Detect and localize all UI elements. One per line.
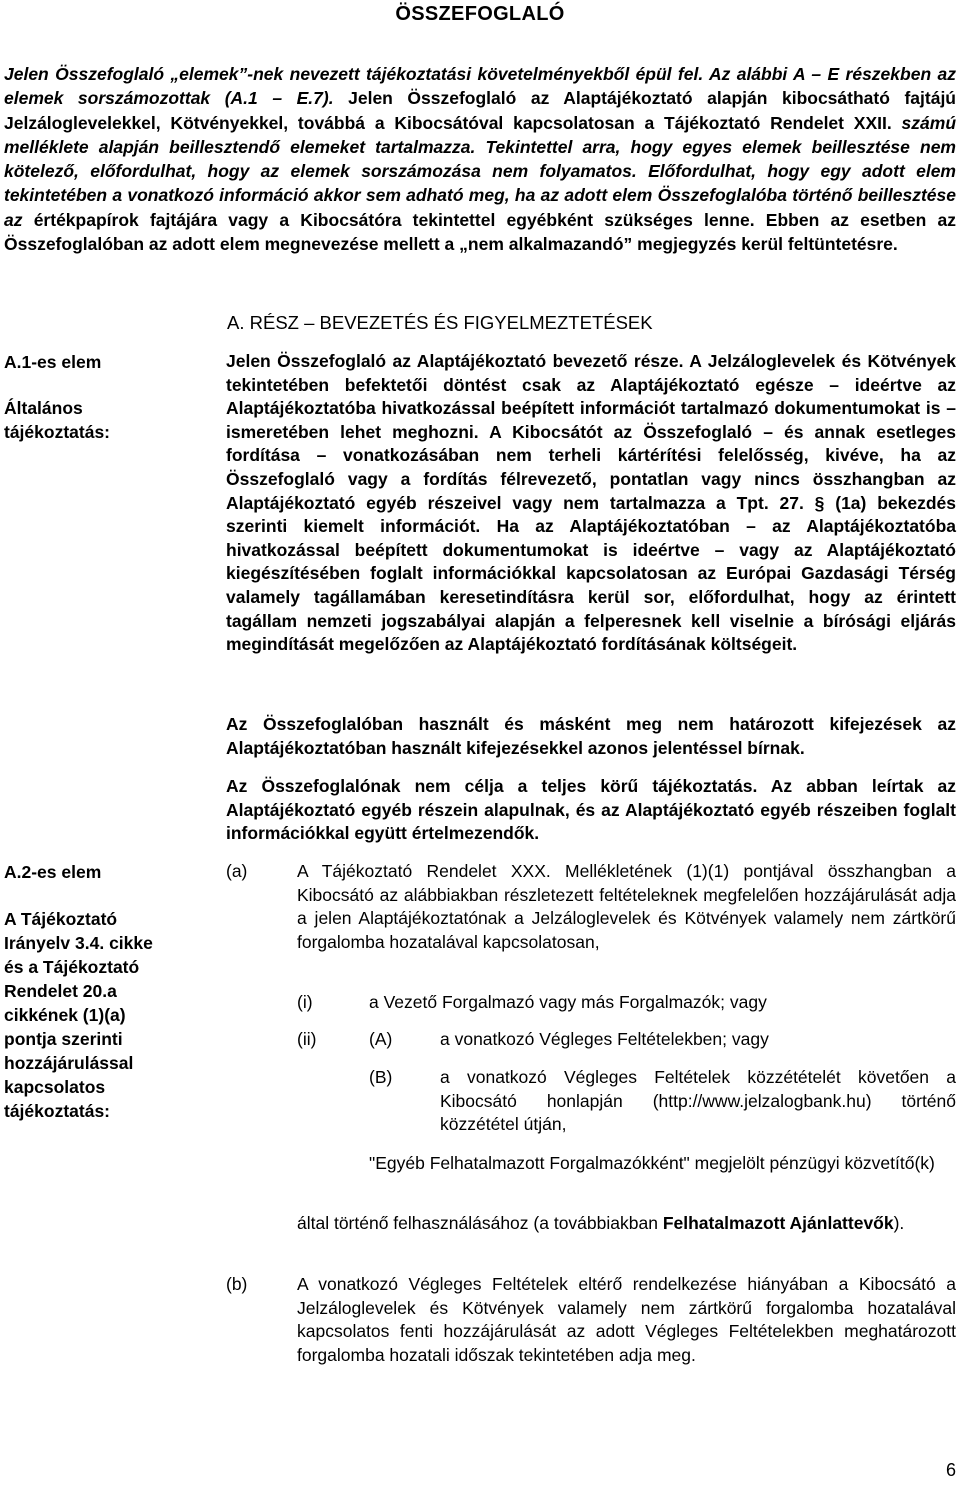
a2-a-text: A Tájékoztató Rendelet XXX. Mellékletének (1)(1) pontjával összhangban a Kibocsátó az alábbiakban részletezett feltételeknek megfelelően hozzájárulását adja a jelen Alaptájékoztatónak a Jelzáloglevelek és Kötvények valamely nem zártkörű forgalomba hozatalával kapcsolatosan, (297, 861, 956, 952)
a2-altal-text (297, 1212, 956, 1236)
a2-i-text: a Vezető Forgalmazó vagy más Forgalmazók; vagy (369, 992, 767, 1012)
intro-text-1: Jelen Összefoglaló az Alaptájékoztató alapján kibocsátható fajtájú Jelzáloglevelekkel, Kötvényekkel, továbbá a Kibocsátóval kapcsolatosan a Tájékoztató Rendelet XXII. (4, 88, 956, 133)
a2-altal-post: ). (893, 1213, 905, 1233)
a2-a-marker: (a) (226, 861, 248, 881)
a2-b-marker: (b) (226, 1274, 248, 1294)
a2-i-marker: (i) (297, 992, 313, 1012)
intro-italic-2: számú melléklete alapján beillesztendő elemeket tartalmazza. Tekintettel arra, hogy egyes elemek beillesztése nem kötelező, előfordulhat, hogy az elemek sorszámozása nem folyamatos. (4, 112, 957, 182)
intro-text-end: értékpapírok fajtájára vagy a Kibocsátóra tekintettel egyébként szükséges lenne. Ebben az esetben az Összefoglalóban az adott elem megnevezése mellett a „nem alkalmazandó” megjegyzés kerül feltüntetésre. (4, 209, 956, 255)
a2-b-text: A vonatkozó Végleges Feltételek eltérő rendelkezése hiányában a Kibocsátó a Jelzáloglevelek és Kötvények valamely nem zártkörű forgalomba hozatalával kapcsolatos fenti hozzájárulását az adott Végleges Feltételekben meghatározott forgalomba hozatali időszak tekintetében adja meg. (297, 1274, 956, 1365)
a1-paragraph-2: Az Összefoglalóban használt és másként meg nem határozott kifejezések az Alaptájékoztatóban használt kifejezésekkel azonos jelentéssel bírnak. (226, 714, 956, 758)
intro-paragraph (4, 62, 956, 256)
intro-italic-1: Jelen Összefoglaló „elemek”-nek nevezett tájékoztatási követelményekből épül fel. Az alábbi A – E részekben az elemek sorszámozottak (A.1 – E.7). (4, 64, 956, 109)
a2-altal-pre: által történő felhasználásához (a továbbiakban (297, 1213, 663, 1233)
a1-paragraph-3: Az Összefoglalónak nem célja a teljes körű tájékoztatás. Az abban leírtak az Alaptájékoztató egyéb részein alapulnak, és az Alaptájékoztató egyéb részeiben foglalt információkkal együtt értelmezendők. (226, 776, 956, 844)
a2-label: A.2-es elem (4, 862, 102, 882)
a1-sublabel: Általános tájékoztatás: (4, 398, 111, 442)
a2-ii-marker: (ii) (297, 1029, 317, 1049)
page-title: ÖSSZEFOGLALÓ (395, 3, 565, 25)
a2-A-text: a vonatkozó Végleges Feltételekben; vagy (440, 1029, 769, 1049)
a2-B-marker: (B) (369, 1067, 393, 1087)
a2-egyeb-text: "Egyéb Felhatalmazott Forgalmazókként" megjelölt pénzügyi közvetítő(k) (369, 1153, 935, 1173)
a2-B-text: a vonatkozó Végleges Feltételek közzétételét követően a Kibocsátó honlapján (http://www.jelzalogbank.hu) történő közzététel útján, (440, 1067, 956, 1135)
intro-italic-3: Előfordulhat, hogy egy adott elem tekintetében a vonatkozó információ akkor sem adható meg, ha az adott elem Összefoglalóba történő beillesztése az (4, 161, 956, 230)
page-number: 6 (945, 1460, 956, 1480)
a1-label: A.1-es elem (4, 352, 102, 372)
a1-paragraph-1: Jelen Összefoglaló az Alaptájékoztató bevezető része. A Jelzáloglevelek és Kötvények tekintetében befektetői döntést csak az Alaptájékoztató egésze – ideértve az Alaptájékoztatóba hivatkozással beépített információt tartalmazó dokumentumokat is – ismeretében lehet meghozni. A Kibocsátót az Összefoglaló – és annak esetleges fordítása – vonatkozásában nem terheli kártérítési felelősség, kivéve, ha az Összefoglaló vagy a fordítás félrevezető, pontatlan vagy nincs összhangban az Alaptájékoztató egyéb részeivel vagy nem tartalmazza a Tpt. 27. § (1a) bekezdés szerinti kiemelt információt. Ha az Alaptájékoztatóban – az Alaptájékoztatóba hivatkozással beépített dokumentumokat is ideértve – vagy az Alaptájékoztató kiegészítésében foglalt információkkal kapcsolatosan az Európai Gazdasági Térség valamely tagállamában keresetindításra kerül sor, előfordulhat, hogy az érintett tagállam nemzeti jogszabályai alapján a felperesnek kell viselnie a bírósági eljárás megindítását megelőzően az Alaptájékoztató fordításának költségeit. (226, 351, 956, 655)
a2-altal-bold: Felhatalmazott Ajánlattevők (662, 1213, 894, 1233)
section-a-title: A. RÉSZ – BEVEZETÉS ÉS FIGYELMEZTETÉSEK (227, 312, 653, 333)
a2-A-marker: (A) (369, 1029, 393, 1049)
a2-sublabel: A Tájékoztató Irányelv 3.4. cikke és a Tájékoztató Rendelet 20.a cikkének (1)(a) pontja szerinti hozzájárulással kapcsolatos tájékoztatás: (4, 909, 153, 1121)
